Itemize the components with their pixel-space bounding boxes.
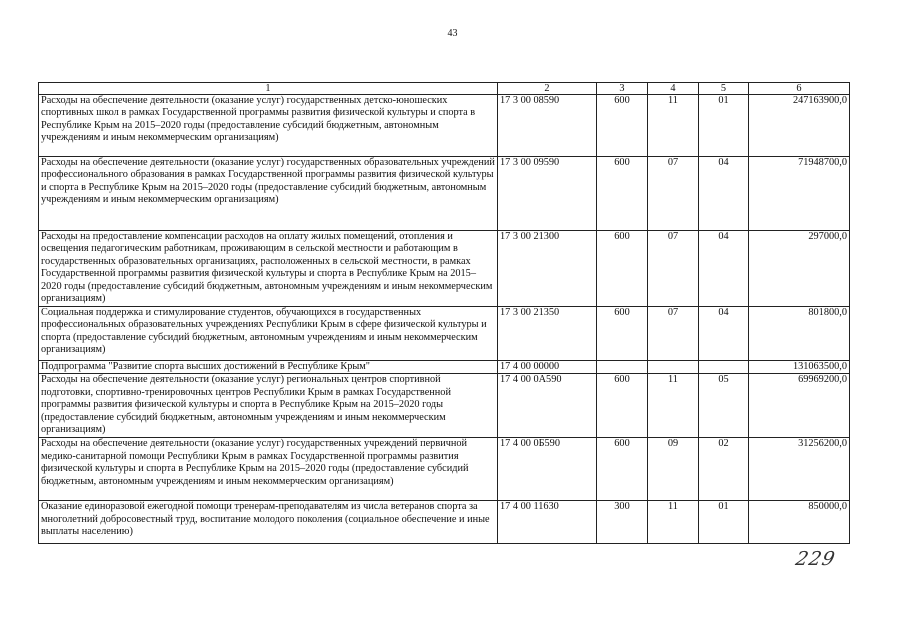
row-subsection (699, 361, 749, 374)
row-description: Расходы на обеспечение деятельности (оказание услуг) государственных детско-юношеских спортивных школ в рамках Государственной программы развития физической культуры и спорта в Республике Крым на 2015–2020 годы (предоставление субсидий бюджетным, автономным учреждениям и иным некоммерческим организациям) (39, 95, 498, 157)
table-row (39, 231, 850, 307)
row-section (648, 361, 699, 374)
row-budget-code: 17 4 00 00000 (498, 361, 597, 374)
row-expense-type (597, 361, 648, 374)
table-row (39, 307, 850, 361)
row-subsection: 01 (699, 95, 749, 157)
row-budget-code: 17 3 00 21350 (498, 307, 597, 361)
row-amount: 131063500,0 (749, 361, 850, 374)
row-description: Социальная поддержка и стимулирование студентов, обучающихся в государственных профессиональных образовательных учреждениях Республики Крым в сфере физической культуры и спорта (предоставление субсидий бюджетным, автономным учреждениям и иным некоммерческим организациям) (39, 307, 498, 361)
table-row (39, 361, 850, 374)
row-subsection: 02 (699, 438, 749, 501)
budget-table (38, 82, 850, 544)
row-subsection: 04 (699, 157, 749, 231)
header-col-1: 1 (39, 83, 498, 95)
row-description: Расходы на обеспечение деятельности (оказание услуг) государственных образовательных учреждений профессионального образования в рамках Государственной программы развития физической культуры и спорта в Республике Крым на 2015–2020 годы (предоставление субсидий бюджетным, автономным учреждениям и иным некоммерческим организациям) (39, 157, 498, 231)
row-description: Расходы на обеспечение деятельности (оказание услуг) региональных центров спортивной подготовки, спортивно-тренировочных центров Республики Крым в рамках Государственной программы развития физической культуры и спорта в Республике Крым на 2015–2020 годы (предоставление субсидий бюджетным, автономным учреждениям и иным некоммерческим организациям) (39, 374, 498, 438)
row-description: Оказание единоразовой ежегодной помощи тренерам-преподавателям из числа ветеранов спорта за многолетний добросовестный труд, воспитание молодого поколения (социальное обеспечение и иные выплаты населению) (39, 501, 498, 544)
row-section: 07 (648, 231, 699, 307)
header-col-3: 3 (597, 83, 648, 95)
handwritten-page-mark: 229 (793, 548, 838, 570)
row-section: 07 (648, 307, 699, 361)
row-expense-type: 600 (597, 374, 648, 438)
row-amount: 297000,0 (749, 231, 850, 307)
table-row (39, 157, 850, 231)
row-amount: 69969200,0 (749, 374, 850, 438)
row-description: Расходы на предоставление компенсации расходов на оплату жилых помещений, отопления и освещения педагогическим работникам, проживающим в сельской местности и работающим в государственных образовательных организациях, расположенных в сельской местности, в рамках Государственной программы развития физической культуры и спорта в Республике Крым на 2015–2020 годы (предоставление субсидий бюджетным, автономным учреждениям и иным некоммерческим организациям) (39, 231, 498, 307)
header-col-5: 5 (699, 83, 749, 95)
table-row (39, 95, 850, 157)
row-subsection: 04 (699, 307, 749, 361)
table-row (39, 438, 850, 501)
row-amount: 71948700,0 (749, 157, 850, 231)
row-subsection: 04 (699, 231, 749, 307)
row-section: 09 (648, 438, 699, 501)
row-budget-code: 17 3 00 21300 (498, 231, 597, 307)
row-budget-code: 17 3 00 08590 (498, 95, 597, 157)
header-col-2: 2 (498, 83, 597, 95)
row-description: Подпрограмма "Развитие спорта высших достижений в Республике Крым" (39, 361, 498, 374)
header-row (39, 83, 850, 95)
row-amount: 247163900,0 (749, 95, 850, 157)
row-expense-type: 300 (597, 501, 648, 544)
row-section: 11 (648, 95, 699, 157)
row-subsection: 05 (699, 374, 749, 438)
row-budget-code: 17 3 00 09590 (498, 157, 597, 231)
row-section: 11 (648, 374, 699, 438)
header-col-6: 6 (749, 83, 850, 95)
row-expense-type: 600 (597, 231, 648, 307)
table-row (39, 374, 850, 438)
row-expense-type: 600 (597, 307, 648, 361)
row-subsection: 01 (699, 501, 749, 544)
row-amount: 801800,0 (749, 307, 850, 361)
row-section: 11 (648, 501, 699, 544)
page-number: 43 (447, 28, 458, 39)
header-col-4: 4 (648, 83, 699, 95)
row-description: Расходы на обеспечение деятельности (оказание услуг) государственных учреждений первичной медико-санитарной помощи Республики Крым в рамках Государственной программы развития физической культуры и спорта в Республике Крым на 2015–2020 годы (предоставление субсидий бюджетным, автономным учреждениям и иным некоммерческим организациям) (39, 438, 498, 501)
row-budget-code: 17 4 00 0Б590 (498, 438, 597, 501)
row-expense-type: 600 (597, 95, 648, 157)
table-row (39, 501, 850, 544)
row-budget-code: 17 4 00 11630 (498, 501, 597, 544)
row-section: 07 (648, 157, 699, 231)
row-expense-type: 600 (597, 438, 648, 501)
row-amount: 31256200,0 (749, 438, 850, 501)
row-expense-type: 600 (597, 157, 648, 231)
row-budget-code: 17 4 00 0А590 (498, 374, 597, 438)
row-amount: 850000,0 (749, 501, 850, 544)
